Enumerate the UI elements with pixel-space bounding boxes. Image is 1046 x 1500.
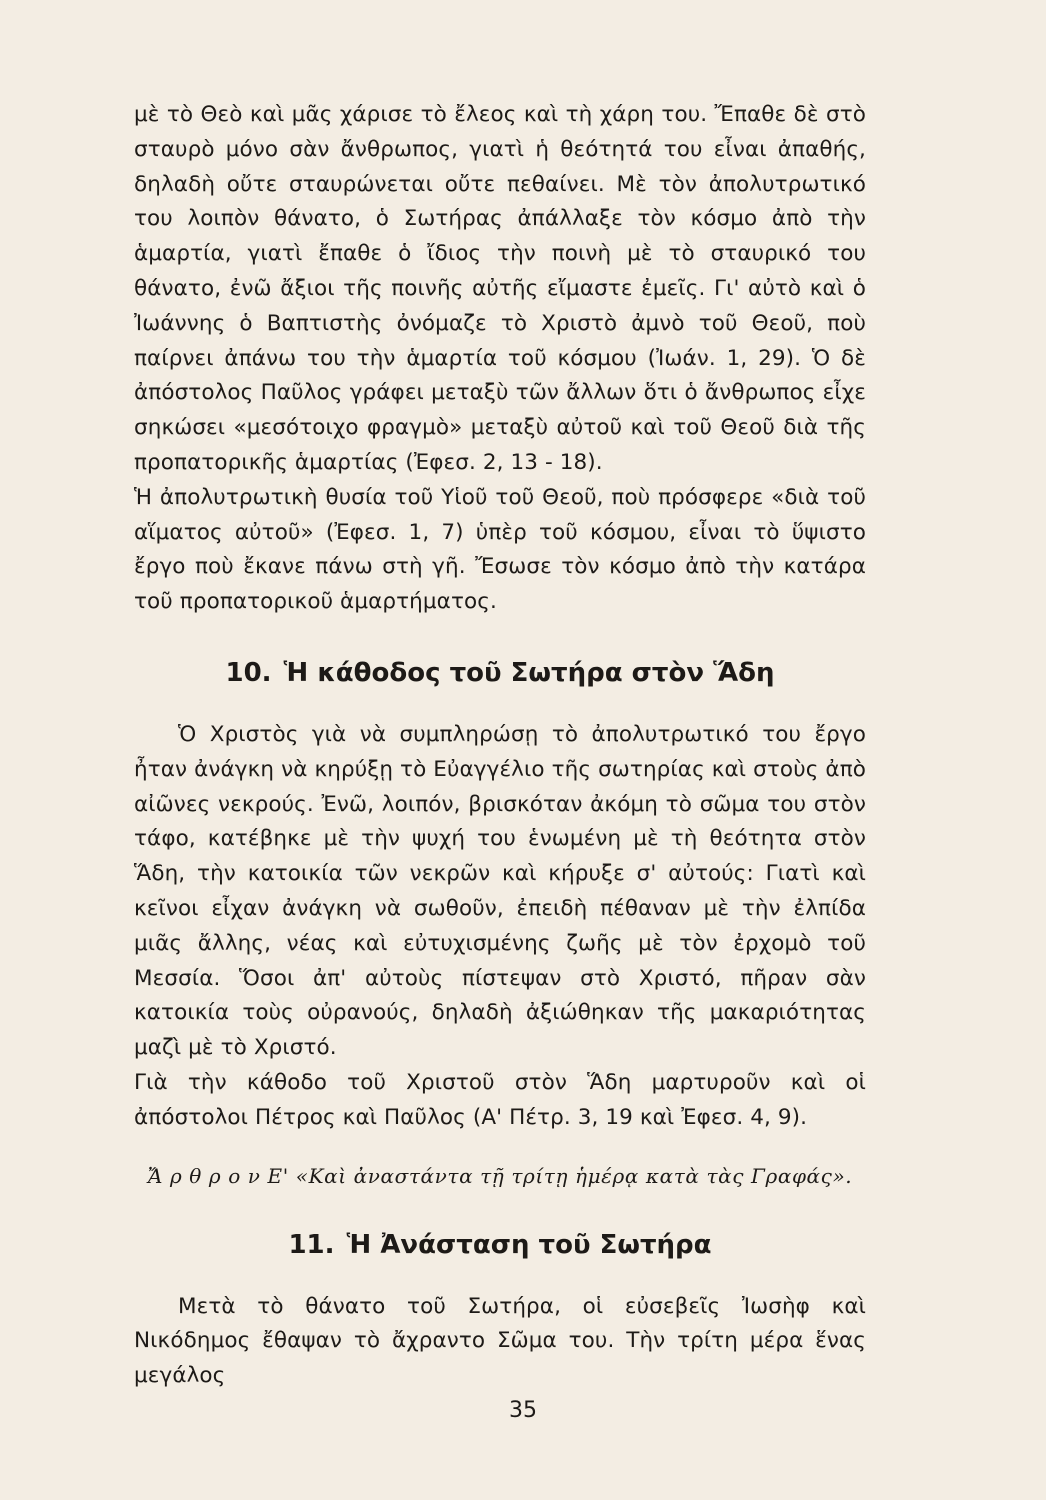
body-paragraph: Ἡ ἀπολυτρωτικὴ θυσία τοῦ Υἱοῦ τοῦ Θεοῦ, ποὺ πρόσφερε «διὰ τοῦ αἵματος αὐτοῦ» (Ἐφεσ. 1, 7) ὑπὲρ τοῦ κόσμου, εἶναι τὸ ὕψιστο ἔργο ποὺ ἔκανε πάνω στὴ γῆ. Ἔσωσε τὸν κόσμο ἀπὸ τὴν κατάρα τοῦ προπατορικοῦ ἁμαρτήματος. [134,484,866,615]
body-paragraph: Μετὰ τὸ θάνατο τοῦ Σωτήρα, οἱ εὐσεβεῖς Ἰωσὴφ καὶ Νικόδημος ἔθαψαν τὸ ἄχραντο Σῶμα του. Τὴν τρίτη μέρα ἕνας μεγάλος [134,1293,866,1389]
section-heading [134,656,866,690]
body-paragraph: μὲ τὸ Θεὸ καὶ μᾶς χάρισε τὸ ἔλεος καὶ τὴ χάρη του. Ἔπαθε δὲ στὸ σταυρὸ μόνο σὰν ἄνθρωπος, γιατὶ ἡ θεότητά του εἶναι ἀπαθής, δηλαδὴ οὔτε σταυρώνεται οὔτε πεθαίνει. Μὲ τὸν ἀπολυτρωτικό του λοιπὸν θάνατο, ὁ Σωτήρας ἀπάλλαξε τὸν κόσμο ἀπὸ τὴν ἁμαρτία, γιατὶ ἔπαθε ὁ ἴδιος τὴν ποινὴ μὲ τὸ σταυρικό του θάνατο, ἐνῶ ἄξιοι τῆς ποινῆς αὐτῆς εἴμαστε ἐμεῖς. Γι' αὐτὸ καὶ ὁ Ἰωάννης ὁ Βαπτιστὴς ὀνόμαζε τὸ Χριστὸ ἀμνὸ τοῦ Θεοῦ, ποὺ παίρνει ἀπάνω του τὴν ἁμαρτία τοῦ κόσμου (Ἰωάν. 1, 29). Ὁ δὲ ἀπόστολος Παῦλος γράφει μεταξὺ τῶν ἄλλων ὅτι ὁ ἄνθρωπος εἶχε σηκώσει «μεσότοιχο φραγμὸ» μεταξὺ αὐτοῦ καὶ τοῦ Θεοῦ διὰ τῆς προπατορικῆς ἁμαρτίας (Ἐφεσ. 2, 13 - 18). [134,102,866,475]
section-heading [134,1228,866,1262]
section-title: Ἡ κάθοδος τοῦ Σωτήρα στὸν Ἅδη [283,657,775,688]
body-paragraph: Γιὰ τὴν κάθοδο τοῦ Χριστοῦ στὸν Ἅδη μαρτυροῦν καὶ οἱ ἀπόστολοι Πέτρος καὶ Παῦλος (Α' Πέτρ. 3, 19 καὶ Ἐφεσ. 4, 9). [134,1069,866,1130]
body-paragraph: Ὁ Χριστὸς γιὰ νὰ συμπληρώσῃ τὸ ἀπολυτρωτικό του ἔργο ἦταν ἀνάγκη νὰ κηρύξῃ τὸ Εὐαγγέλιο τῆς σωτηρίας καὶ στοὺς ἀπὸ αἰῶνες νεκρούς. Ἐνῶ, λοιπόν, βρισκόταν ἀκόμη τὸ σῶμα του στὸν τάφο, κατέβηκε μὲ τὴν ψυχή του ἑνωμένη μὲ τὴ θεότητα στὸν Ἅδη, τὴν κατοικία τῶν νεκρῶν καὶ κήρυξε σ' αὐτούς: Γιατὶ καὶ κεῖνοι εἶχαν ἀνάγκη νὰ σωθοῦν, ἐπειδὴ πέθαναν μὲ τὴν ἐλπίδα μιᾶς ἄλλης, νέας καὶ εὐτυχισμένης ζωῆς μὲ τὸν ἐρχομὸ τοῦ Μεσσία. Ὅσοι ἀπ' αὐτοὺς πίστεψαν στὸ Χριστό, πῆραν σὰν κατοικία τοὺς οὐρανούς, δηλαδὴ ἀξιώθηκαν τῆς μακαριότητας μαζὶ μὲ τὸ Χριστό. [134,721,866,1061]
creed-article-quote: Ἄ ρ θ ρ ο ν Ε' «Καὶ ἀναστάντα τῇ τρίτῃ ἡμέρᾳ κατὰ τὰς Γραφάς». [147,1163,853,1188]
page-number: 35 [509,1398,537,1423]
section-number: 10. [225,657,272,688]
section-title: Ἡ Ἀνάσταση τοῦ Σωτήρα [346,1229,712,1260]
section-number: 11. [288,1229,335,1260]
